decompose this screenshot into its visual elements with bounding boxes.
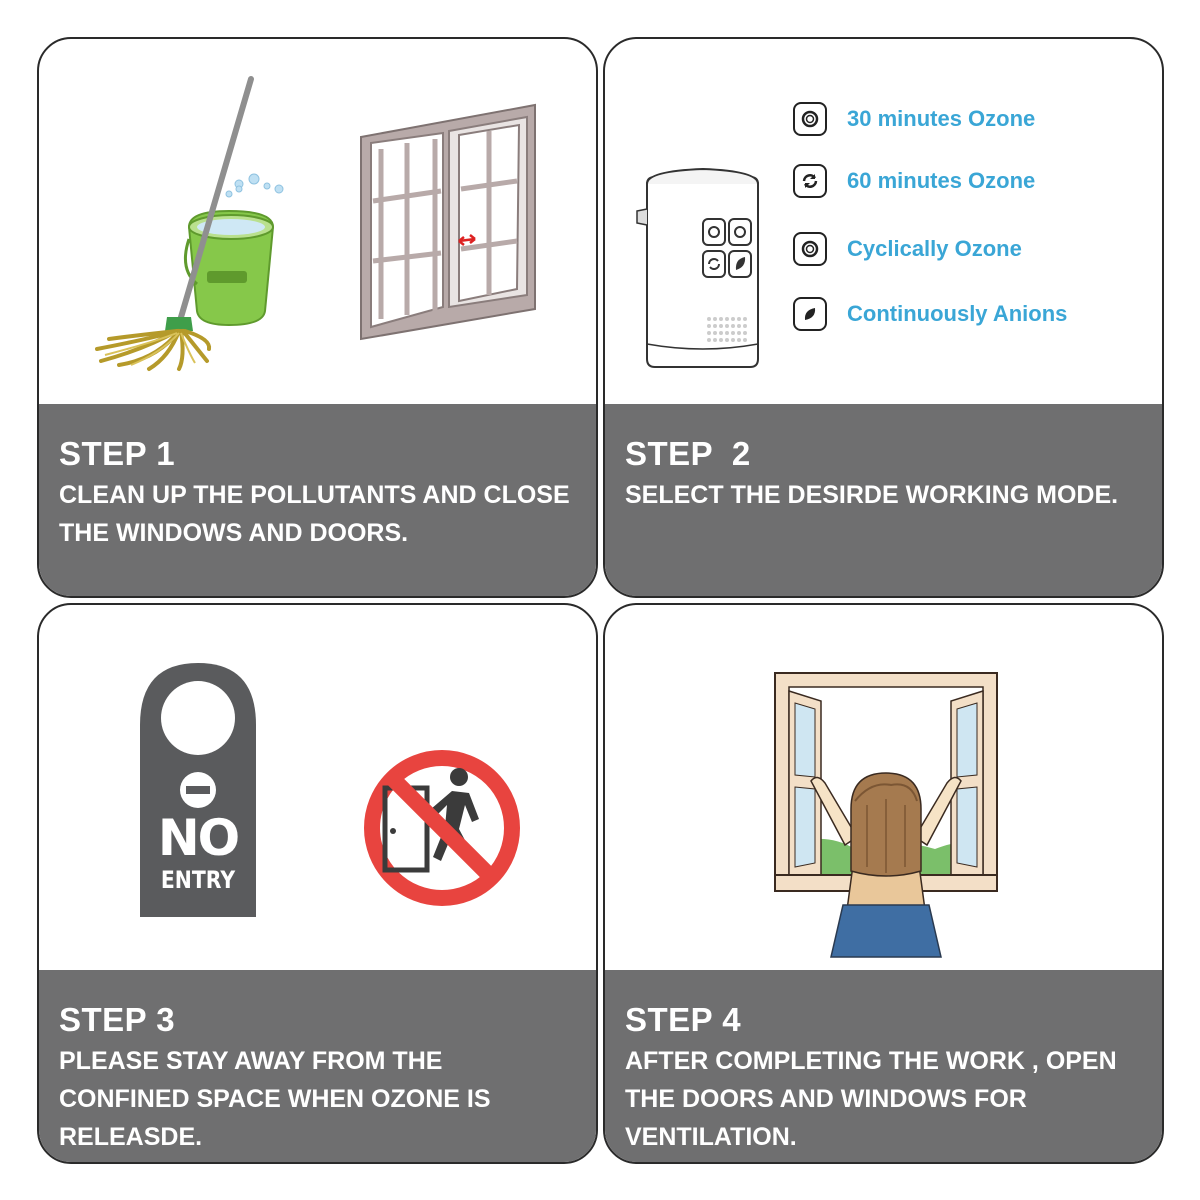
step-2-caption bbox=[605, 404, 1162, 596]
step-4-title: STEP 4 bbox=[625, 1001, 742, 1038]
step-1-card bbox=[37, 37, 598, 598]
cycle-arrows-icon bbox=[793, 164, 827, 198]
step-4-illustration bbox=[605, 605, 1162, 970]
mode-cyclically-ozone[interactable] bbox=[793, 232, 1022, 266]
mode-label: Cyclically Ozone bbox=[847, 236, 1022, 261]
window-icon bbox=[361, 105, 535, 339]
step-4-text: AFTER COMPLETING THE WORK , OPEN THE DOORS AND WINDOWS FOR VENTILATION. bbox=[625, 1047, 1117, 1151]
mode-label: 30 minutes Ozone bbox=[847, 106, 1036, 131]
leaf-icon bbox=[793, 297, 827, 331]
mode-label: Continuously Anions bbox=[847, 301, 1068, 326]
step-2-text: SELECT THE DESIRDE WORKING MODE. bbox=[625, 481, 1119, 509]
door-hanger-no: NO bbox=[157, 809, 239, 867]
door-hanger-entry: ENTRY bbox=[160, 866, 236, 894]
step-1-illustration bbox=[39, 39, 596, 404]
step-3-card bbox=[37, 603, 598, 1164]
step-3-illustration bbox=[39, 605, 596, 970]
no-entry-prohibition-icon bbox=[372, 758, 512, 898]
step-2-card bbox=[603, 37, 1164, 598]
step-4-card bbox=[603, 603, 1164, 1164]
step-3-title: STEP 3 bbox=[59, 1001, 176, 1038]
step-2-illustration bbox=[605, 39, 1162, 404]
ring-icon bbox=[793, 232, 827, 266]
mode-30-minutes-ozone[interactable] bbox=[793, 102, 1035, 136]
soap-bubbles bbox=[226, 174, 283, 197]
step-3-text: PLEASE STAY AWAY FROM THE CONFINED SPACE WHEN OZONE IS RELEASDE. bbox=[59, 1047, 491, 1151]
mode-label: 60 minutes Ozone bbox=[847, 168, 1036, 193]
ring-icon bbox=[793, 102, 827, 136]
step-3-caption bbox=[39, 970, 596, 1162]
step-1-caption bbox=[39, 404, 596, 596]
step-4-caption bbox=[605, 970, 1162, 1162]
ozone-generator-icon bbox=[637, 169, 758, 367]
mode-continuously-anions[interactable] bbox=[793, 297, 1067, 331]
step-1-text: CLEAN UP THE POLLUTANTS AND CLOSE THE WINDOWS AND DOORS. bbox=[59, 481, 570, 547]
step-1-title: STEP 1 bbox=[59, 435, 176, 472]
door-hanger-label bbox=[140, 810, 256, 894]
mode-60-minutes-ozone[interactable] bbox=[793, 164, 1035, 198]
step-2-title: STEP 2 bbox=[625, 435, 751, 472]
